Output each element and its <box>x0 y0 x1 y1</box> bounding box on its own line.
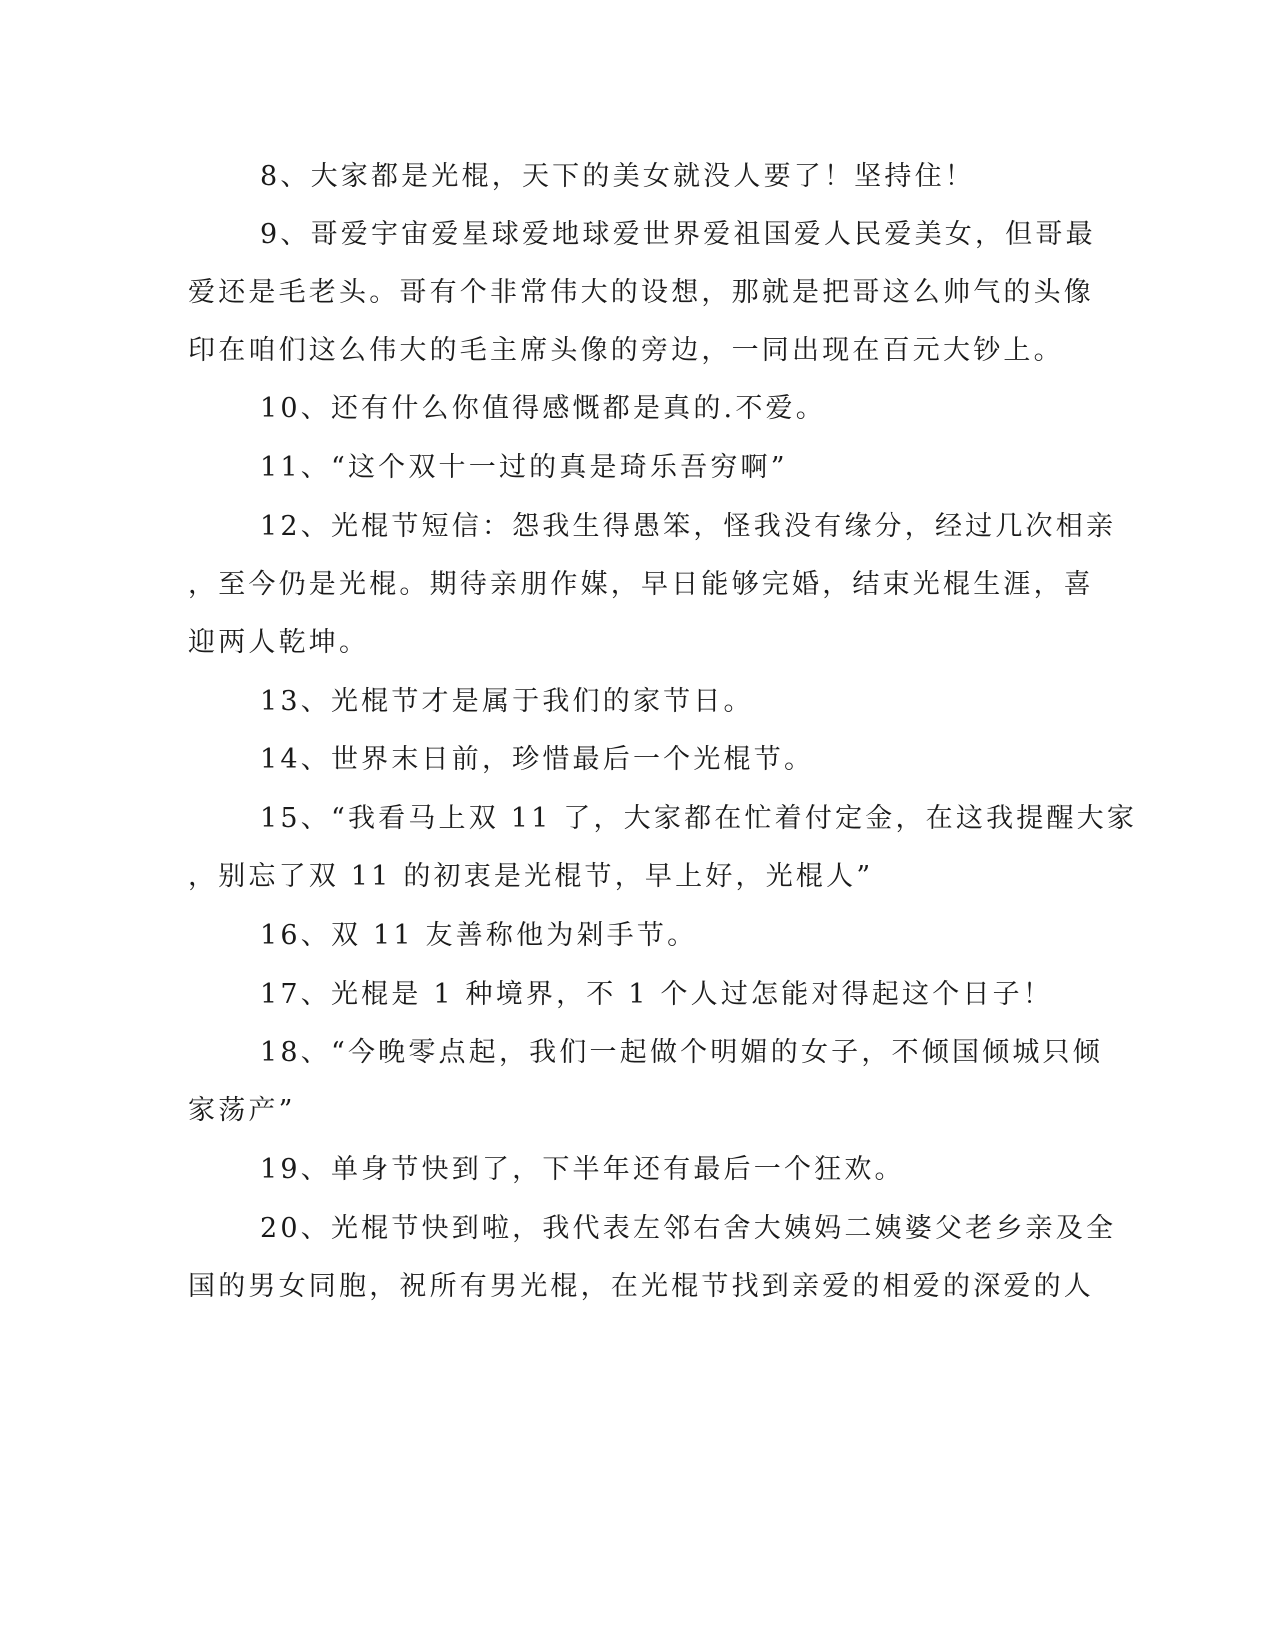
text-line: 爱还是毛老头。哥有个非常伟大的设想，那就是把哥这么帅气的头像 <box>188 277 1094 308</box>
text-line: 15、“我看马上双 11 了，大家都在忙着付定金，在这我提醒大家 <box>260 803 1138 834</box>
text-line: 10、还有什么你值得感慨都是真的.不爱。 <box>260 393 826 424</box>
text-line: 9、哥爱宇宙爱星球爱地球爱世界爱祖国爱人民爱美女，但哥最 <box>260 219 1096 250</box>
text-line: ，别忘了双 11 的初衷是光棍节，早上好，光棍人” <box>188 861 874 892</box>
text-line: 8、大家都是光棍，天下的美女就没人要了！坚持住！ <box>260 161 975 192</box>
text-line: 12、光棍节短信：怨我生得愚笨，怪我没有缘分，经过几次相亲 <box>260 511 1117 542</box>
text-line: 家荡产” <box>188 1095 296 1126</box>
text-line: ，至今仍是光棍。期待亲朋作媒，早日能够完婚，结束光棍生涯，喜 <box>188 569 1094 600</box>
text-line: 14、世界末日前，珍惜最后一个光棍节。 <box>260 744 815 775</box>
text-line: 11、“这个双十一过的真是琦乐吾穷啊” <box>260 452 788 483</box>
text-line: 国的男女同胞，祝所有男光棍，在光棍节找到亲爱的相爱的深爱的人 <box>188 1271 1094 1302</box>
text-line: 18、“今晚零点起，我们一起做个明媚的女子，不倾国倾城只倾 <box>260 1037 1103 1068</box>
text-line: 16、双 11 友善称他为剁手节。 <box>260 920 698 951</box>
text-line: 19、单身节快到了，下半年还有最后一个狂欢。 <box>260 1154 905 1185</box>
text-line: 17、光棍是 1 种境界，不 1 个人过怎能对得起这个日子！ <box>260 979 1054 1010</box>
text-line: 13、光棍节才是属于我们的家节日。 <box>260 686 754 717</box>
text-line: 印在咱们这么伟大的毛主席头像的旁边，一同出现在百元大钞上。 <box>188 335 1064 366</box>
text-line: 20、光棍节快到啦，我代表左邻右舍大姨妈二姨婆父老乡亲及全 <box>260 1213 1117 1244</box>
text-line: 迎两人乾坤。 <box>188 627 370 658</box>
